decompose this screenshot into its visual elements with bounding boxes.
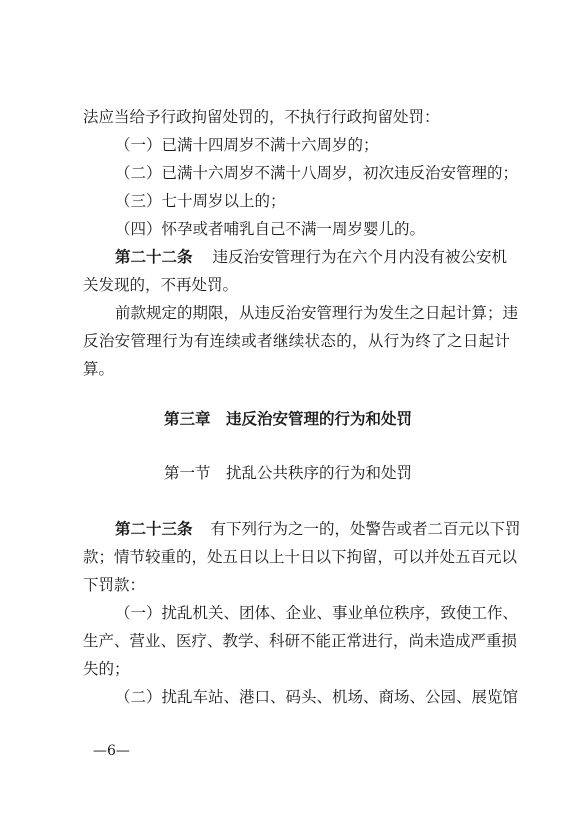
article-text: 有下列行为之一的，处警告或者二百元以下罚: [210, 520, 521, 538]
text-line: 款；情节较重的，处五日以上十日以下拘留，可以并处五百元以: [83, 548, 518, 566]
text-line: 下罚款：: [83, 576, 146, 594]
text-line: 法应当给予行政拘留处罚的，不执行行政拘留处罚：: [83, 108, 440, 126]
article-line: [115, 247, 510, 267]
list-item: （三）七十周岁以上的；: [115, 192, 286, 210]
article-text: 违反治安管理行为在六个月内没有被公安机: [212, 248, 508, 266]
list-item: （二）已满十六周岁不满十八周岁，初次违反治安管理的；: [115, 164, 519, 182]
text-line: 关发现的，不再处罚。: [83, 276, 239, 294]
article-line: [115, 519, 521, 539]
page-number: —6—: [93, 743, 130, 759]
text-line: 生产、营业、医疗、教学、科研不能正常进行，尚未造成严重损: [83, 632, 518, 650]
text-line: 失的；: [83, 660, 130, 678]
text-line: 反治安管理行为有连续或者继续状态的，从行为终了之日起计: [83, 332, 510, 350]
list-item: （一）已满十四周岁不满十六周岁的；: [115, 136, 379, 154]
chapter-title: 第三章 违反治安管理的行为和处罚: [163, 410, 412, 428]
text-line: 算。: [83, 360, 115, 378]
article-number: 第二十三条: [115, 519, 193, 538]
list-item: （一）扰乱机关、团体、企业、事业单位秩序，致使工作、: [115, 604, 519, 622]
list-item: （二）扰乱车站、港口、码头、机场、商场、公园、展览馆: [115, 688, 519, 706]
list-item: （四）怀孕或者哺乳自己不满一周岁婴儿的。: [115, 220, 426, 238]
section-title: 第一节 扰乱公共秩序的行为和处罚: [163, 464, 412, 482]
article-number: 第二十二条: [115, 247, 193, 266]
text-line: 前款规定的期限，从违反治安管理行为发生之日起计算；违: [115, 304, 519, 322]
